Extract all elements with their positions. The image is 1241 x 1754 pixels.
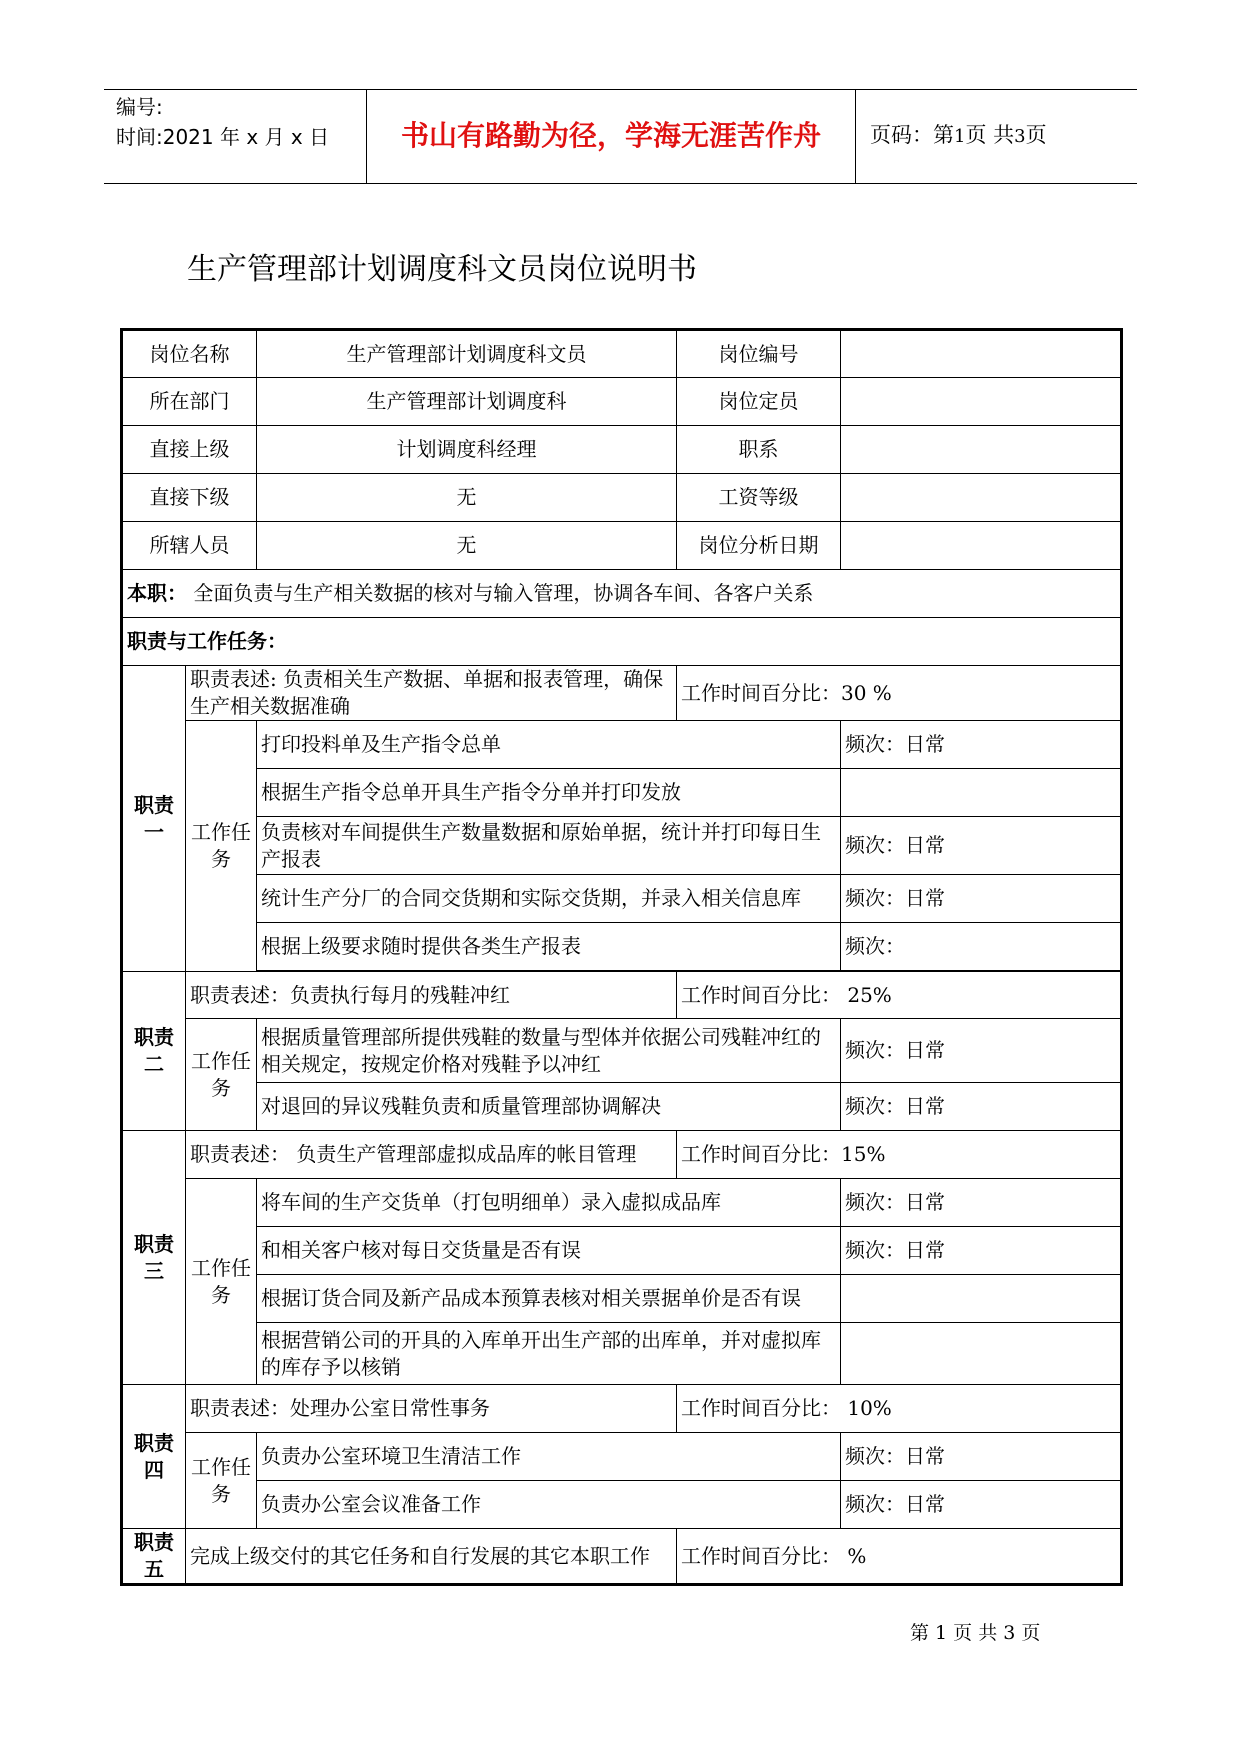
task-row <box>122 923 1122 971</box>
info-label: 所在部门 <box>122 378 257 426</box>
resp-label: 职责二 <box>122 972 186 1131</box>
page-suffix: 页 <box>1025 123 1047 147</box>
task-row <box>122 1481 1122 1529</box>
task-text: 根据质量管理部所提供残鞋的数量与型体并依据公司残鞋冲红的相关规定，按规定价格对残鞋予以冲红 <box>257 1019 841 1083</box>
task-row <box>122 1019 1122 1083</box>
info-label: 所辖人员 <box>122 522 257 570</box>
info-label: 岗位定员 <box>677 378 841 426</box>
resp-desc: 职责表述: 负责相关生产数据、单据和报表管理，确保生产相关数据准确 <box>186 666 677 721</box>
task-freq: 频次：日常 <box>841 875 1122 923</box>
resp-pct: 工作时间百分比：30 % <box>677 666 1122 721</box>
task-text: 打印投料单及生产指令总单 <box>257 721 841 769</box>
resp-pct: 工作时间百分比： % <box>677 1529 1122 1585</box>
info-label: 直接上级 <box>122 426 257 474</box>
resp-label: 职责四 <box>122 1385 186 1529</box>
task-row <box>122 817 1122 875</box>
task-freq <box>841 1275 1122 1323</box>
task-text: 根据订货合同及新产品成本预算表核对相关票据单价是否有误 <box>257 1275 841 1323</box>
info-label: 直接下级 <box>122 474 257 522</box>
resp-pct: 工作时间百分比：15% <box>677 1131 1122 1179</box>
task-freq <box>841 1323 1122 1385</box>
task-row <box>122 769 1122 817</box>
info-value: 计划调度科经理 <box>257 426 677 474</box>
time-label: 时间:2021 年 x 月 x 日 <box>116 125 330 149</box>
page-number: 1 <box>954 126 966 147</box>
tasks-heading: 职责与工作任务： <box>122 618 1122 666</box>
info-label: 职系 <box>677 426 841 474</box>
page-header <box>104 89 1137 184</box>
resp-label: 职责一 <box>122 666 186 972</box>
task-text: 负责办公室环境卫生清洁工作 <box>257 1433 841 1481</box>
duty-text: 全面负责与生产相关数据的核对与输入管理，协调各车间、各客户关系 <box>193 581 814 605</box>
task-row <box>122 1083 1122 1131</box>
task-freq: 频次：日常 <box>841 1481 1122 1529</box>
info-row <box>122 474 1122 522</box>
header-left <box>116 92 329 152</box>
info-value: 无 <box>257 522 677 570</box>
tasks-heading-row <box>122 618 1122 666</box>
task-freq: 频次：日常 <box>841 1083 1122 1131</box>
task-row <box>122 721 1122 769</box>
info-label: 岗位分析日期 <box>677 522 841 570</box>
job-description-table <box>120 328 1123 1586</box>
duty-label: 本职： <box>127 581 187 605</box>
task-text: 根据营销公司的开具的入库单开出生产部的出库单，并对虚拟库的库存予以核销 <box>257 1323 841 1385</box>
resp-desc: 职责表述： 负责生产管理部虚拟成品库的帐目管理 <box>186 1131 677 1179</box>
info-value <box>841 474 1122 522</box>
resp-desc: 完成上级交付的其它任务和自行发展的其它本职工作 <box>186 1529 677 1585</box>
resp-desc-row <box>122 1131 1122 1179</box>
info-value: 无 <box>257 474 677 522</box>
task-text: 负责办公室会议准备工作 <box>257 1481 841 1529</box>
duty-row <box>122 570 1122 618</box>
task-freq <box>841 769 1122 817</box>
task-text: 和相关客户核对每日交货量是否有误 <box>257 1227 841 1275</box>
task-row <box>122 1323 1122 1385</box>
task-freq: 频次：日常 <box>841 1179 1122 1227</box>
task-text: 根据上级要求随时提供各类生产报表 <box>257 923 841 971</box>
number-label: 编号: <box>116 95 163 119</box>
info-label: 岗位编号 <box>677 330 841 378</box>
resp-desc-row <box>122 1385 1122 1433</box>
task-freq: 频次：日常 <box>841 721 1122 769</box>
page-prefix: 页码：第 <box>870 123 954 147</box>
task-text: 统计生产分厂的合同交货期和实际交货期，并录入相关信息库 <box>257 875 841 923</box>
info-label: 工资等级 <box>677 474 841 522</box>
info-row <box>122 426 1122 474</box>
task-text: 将车间的生产交货单（打包明细单）录入虚拟成品库 <box>257 1179 841 1227</box>
work-task-label: 工作任务 <box>186 1433 257 1529</box>
info-value <box>841 330 1122 378</box>
info-row <box>122 522 1122 570</box>
task-text: 负责核对车间提供生产数量数据和原始单据，统计并打印每日生产报表 <box>257 817 841 875</box>
resp-label: 职责三 <box>122 1131 186 1385</box>
task-row <box>122 1179 1122 1227</box>
task-freq: 频次：日常 <box>841 1019 1122 1083</box>
page-info <box>870 120 1047 152</box>
page-footer: 第 1 页 共 3 页 <box>910 1622 1041 1644</box>
info-row <box>122 330 1122 378</box>
task-row <box>122 875 1122 923</box>
task-row <box>122 1275 1122 1323</box>
header-divider <box>855 90 856 183</box>
motto: 书山有路勤为径，学海无涯苦作舟 <box>400 119 821 152</box>
info-value <box>841 426 1122 474</box>
info-label: 岗位名称 <box>122 330 257 378</box>
resp-desc-row <box>122 666 1122 721</box>
task-freq: 频次：日常 <box>841 1433 1122 1481</box>
resp-pct: 工作时间百分比： 25% <box>677 972 1122 1019</box>
info-value: 生产管理部计划调度科文员 <box>257 330 677 378</box>
task-freq: 频次： <box>841 923 1122 971</box>
resp-desc-row <box>122 1529 1122 1585</box>
task-row <box>122 1433 1122 1481</box>
info-value <box>841 522 1122 570</box>
task-freq: 频次：日常 <box>841 817 1122 875</box>
work-task-label: 工作任务 <box>186 1019 257 1131</box>
task-row <box>122 1227 1122 1275</box>
task-text: 对退回的异议残鞋负责和质量管理部协调解决 <box>257 1083 841 1131</box>
task-freq: 频次：日常 <box>841 1227 1122 1275</box>
resp-pct: 工作时间百分比： 10% <box>677 1385 1122 1433</box>
resp-label: 职责五 <box>122 1529 186 1585</box>
page-total: 3 <box>1014 126 1026 147</box>
info-row <box>122 378 1122 426</box>
resp-desc: 职责表述：负责执行每月的残鞋冲红 <box>186 972 677 1019</box>
resp-desc-row <box>122 972 1122 1019</box>
duty-cell <box>122 570 1122 618</box>
work-task-label: 工作任务 <box>186 721 257 972</box>
document-title: 生产管理部计划调度科文员岗位说明书 <box>187 252 697 287</box>
info-value: 生产管理部计划调度科 <box>257 378 677 426</box>
info-value <box>841 378 1122 426</box>
work-task-label: 工作任务 <box>186 1179 257 1385</box>
page-mid: 页 共 <box>965 123 1015 147</box>
task-text: 根据生产指令总单开具生产指令分单并打印发放 <box>257 769 841 817</box>
resp-desc: 职责表述：处理办公室日常性事务 <box>186 1385 677 1433</box>
